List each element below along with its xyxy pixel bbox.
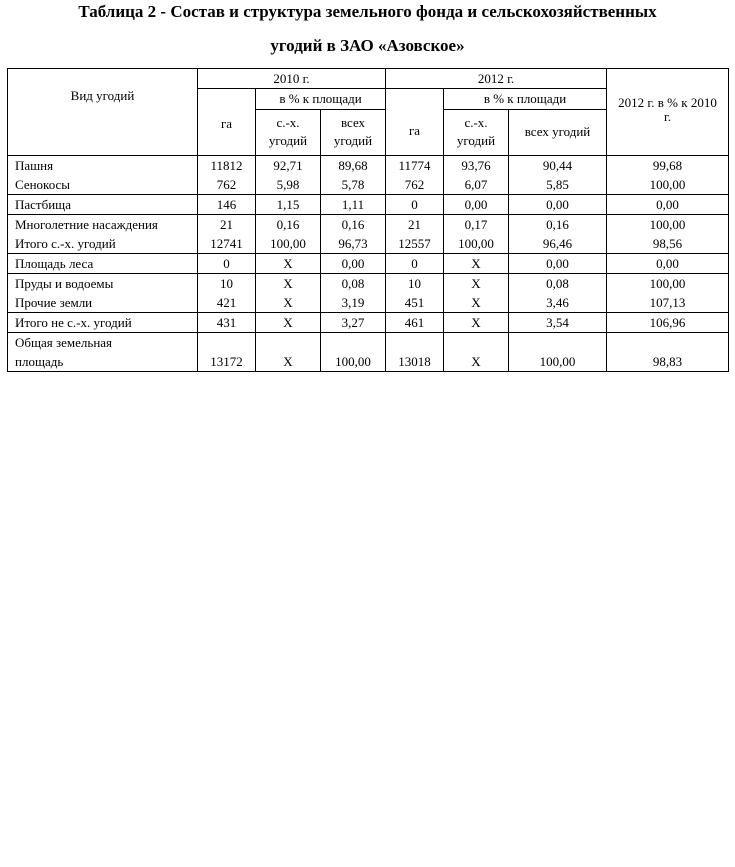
- cell-agri-2012: [444, 333, 509, 372]
- value: 0,16: [546, 217, 569, 232]
- value: 0: [411, 197, 418, 212]
- header-ha-2012: га: [386, 110, 444, 156]
- header-year-2010: 2010 г.: [198, 69, 386, 89]
- value: 762: [216, 177, 237, 192]
- value: Х: [283, 295, 293, 310]
- cell-all-2012: [509, 274, 607, 313]
- value: Х: [283, 315, 293, 330]
- cell-all-2010: [321, 156, 386, 195]
- value: 106,96: [649, 315, 686, 330]
- row-label-pastures: Пастбища: [15, 197, 71, 212]
- value: 0,08: [546, 276, 569, 291]
- value: 1,15: [276, 197, 300, 212]
- row-name-cell: [8, 274, 198, 313]
- row-label-ponds: Пруды и водоемы: [15, 276, 114, 291]
- header-ha-2010-top: [198, 89, 256, 110]
- value: 0,16: [276, 217, 300, 232]
- value: 13172: [210, 354, 243, 369]
- row-label-total-line2: площадь: [15, 354, 64, 369]
- value: 100,00: [458, 236, 494, 251]
- cell-ha-2012: [386, 274, 444, 313]
- value: 100,00: [649, 177, 686, 192]
- cell-agri-2012: [444, 274, 509, 313]
- value: 12741: [210, 236, 243, 251]
- cell-ratio: [607, 333, 729, 372]
- value: 5,85: [546, 177, 569, 192]
- cell-all-2012: [509, 215, 607, 254]
- row-name-cell: [8, 156, 198, 195]
- header-type: Вид угодий: [8, 69, 198, 156]
- value: 0,17: [464, 217, 488, 232]
- value: 0,00: [464, 197, 488, 212]
- value: 98,83: [652, 354, 683, 369]
- cell-ha-2012: [386, 313, 444, 333]
- cell-ratio: [607, 313, 729, 333]
- cell-ha-2010: [198, 333, 256, 372]
- value: Х: [283, 276, 293, 291]
- cell-ha-2010: [198, 195, 256, 215]
- value: Х: [471, 256, 481, 271]
- header-pct-2012: в % к площади: [444, 89, 607, 110]
- value: 11812: [210, 158, 243, 173]
- title-line-1: Таблица 2 - Состав и структура земельного фонда и сельскохозяйственных: [78, 2, 657, 21]
- value: 5,78: [341, 177, 365, 192]
- cell-ha-2012: [386, 333, 444, 372]
- value: 461: [404, 315, 425, 330]
- cell-agri-2012: [444, 313, 509, 333]
- cell-all-2012: [509, 254, 607, 274]
- cell-ha-2010: [198, 156, 256, 195]
- cell-ratio: [607, 195, 729, 215]
- cell-ha-2010: [198, 313, 256, 333]
- cell-ha-2012: [386, 156, 444, 195]
- cell-all-2010: [321, 333, 386, 372]
- cell-all-2012: [509, 313, 607, 333]
- value: 13018: [398, 354, 431, 369]
- value: 89,68: [338, 158, 368, 173]
- value: 3,54: [546, 315, 569, 330]
- row-name-cell: [8, 254, 198, 274]
- cell-ha-2012: [386, 254, 444, 274]
- header-ratio: 2012 г. в % к 2010 г.: [607, 69, 729, 156]
- row-name-cell: [8, 195, 198, 215]
- value: 1,11: [341, 197, 365, 212]
- value: 99,68: [652, 158, 683, 173]
- row-name-cell: [8, 333, 198, 372]
- value: 0,00: [546, 256, 569, 271]
- value: 93,76: [461, 158, 491, 173]
- cell-agri-2010: [256, 156, 321, 195]
- cell-ha-2010: [198, 215, 256, 254]
- value: 421: [216, 295, 237, 310]
- cell-all-2012: [509, 156, 607, 195]
- value: 0,00: [341, 256, 365, 271]
- header-all-2012: всех угодий: [509, 110, 607, 156]
- value: 451: [404, 295, 425, 310]
- cell-agri-2012: [444, 195, 509, 215]
- value: 0,00: [656, 197, 679, 212]
- cell-all-2010: [321, 254, 386, 274]
- value: 11774: [398, 158, 431, 173]
- value: 12557: [398, 236, 431, 251]
- value: 5,98: [276, 177, 300, 192]
- header-ha-2012-top: [386, 89, 444, 110]
- cell-all-2010: [321, 274, 386, 313]
- value: 21: [220, 217, 233, 232]
- value: 10: [408, 276, 421, 291]
- cell-ha-2012: [386, 215, 444, 254]
- value: 3,19: [341, 295, 365, 310]
- value: Х: [471, 276, 481, 291]
- value: Х: [471, 295, 481, 310]
- row-name-cell: [8, 215, 198, 254]
- cell-agri-2010: [256, 313, 321, 333]
- row-label-nonagri-total: Итого не с.-х. угодий: [15, 315, 132, 330]
- header-year-2012: 2012 г.: [386, 69, 607, 89]
- title-line-2: угодий в ЗАО «Азовское»: [270, 36, 465, 55]
- cell-all-2012: [509, 333, 607, 372]
- cell-agri-2010: [256, 333, 321, 372]
- value: 3,46: [546, 295, 569, 310]
- cell-all-2010: [321, 195, 386, 215]
- value: 98,56: [652, 236, 683, 251]
- value: Х: [283, 354, 293, 369]
- cell-all-2010: [321, 215, 386, 254]
- header-ha-2010: га: [198, 110, 256, 156]
- value: 0: [411, 256, 418, 271]
- cell-ha-2012: [386, 195, 444, 215]
- row-label-forest: Площадь леса: [15, 256, 94, 271]
- value: 0,00: [546, 197, 569, 212]
- value: 90,44: [542, 158, 573, 173]
- value: 100,00: [649, 217, 686, 232]
- cell-agri-2012: [444, 156, 509, 195]
- value: 92,71: [273, 158, 303, 173]
- value: 100,00: [539, 354, 576, 369]
- header-agri-2010: с.-х. угодий: [256, 110, 321, 156]
- value: 21: [408, 217, 421, 232]
- row-label-arable: Пашня: [15, 158, 54, 173]
- value: 0,16: [341, 217, 365, 232]
- cell-agri-2012: [444, 215, 509, 254]
- row-label-agri-total: Итого с.-х. угодий: [15, 236, 116, 251]
- cell-agri-2012: [444, 254, 509, 274]
- cell-agri-2010: [256, 215, 321, 254]
- cell-ratio: [607, 274, 729, 313]
- land-fund-table: [7, 68, 729, 372]
- value: Х: [283, 256, 293, 271]
- cell-ratio: [607, 156, 729, 195]
- value: 0: [223, 256, 230, 271]
- value: 100,00: [270, 236, 306, 251]
- cell-all-2012: [509, 195, 607, 215]
- row-label-hayfields: Сенокосы: [15, 177, 71, 192]
- value: 100,00: [649, 276, 686, 291]
- value: 0,00: [656, 256, 679, 271]
- value: 0,08: [341, 276, 365, 291]
- value: 100,00: [335, 354, 371, 369]
- header-all-2010: всех угодий: [321, 110, 386, 156]
- value: 10: [220, 276, 233, 291]
- value: Х: [471, 315, 481, 330]
- value: 96,46: [542, 236, 573, 251]
- cell-ha-2010: [198, 254, 256, 274]
- value: 96,73: [338, 236, 368, 251]
- cell-agri-2010: [256, 274, 321, 313]
- cell-ha-2010: [198, 274, 256, 313]
- value: 6,07: [464, 177, 488, 192]
- value: Х: [471, 354, 481, 369]
- value: 762: [404, 177, 425, 192]
- cell-ratio: [607, 215, 729, 254]
- header-pct-2010: в % к площади: [256, 89, 386, 110]
- value: 431: [216, 315, 237, 330]
- value: 146: [216, 197, 237, 212]
- cell-agri-2010: [256, 195, 321, 215]
- row-label-total-line1: Общая земельная: [15, 335, 113, 350]
- value: 3,27: [341, 315, 365, 330]
- value: 107,13: [649, 295, 686, 310]
- row-name-cell: [8, 313, 198, 333]
- row-label-perennials: Многолетние насаждения: [15, 217, 158, 232]
- cell-agri-2010: [256, 254, 321, 274]
- row-label-other-lands: Прочие земли: [15, 295, 93, 310]
- cell-ratio: [607, 254, 729, 274]
- header-agri-2012: с.-х. угодий: [444, 110, 509, 156]
- cell-all-2010: [321, 313, 386, 333]
